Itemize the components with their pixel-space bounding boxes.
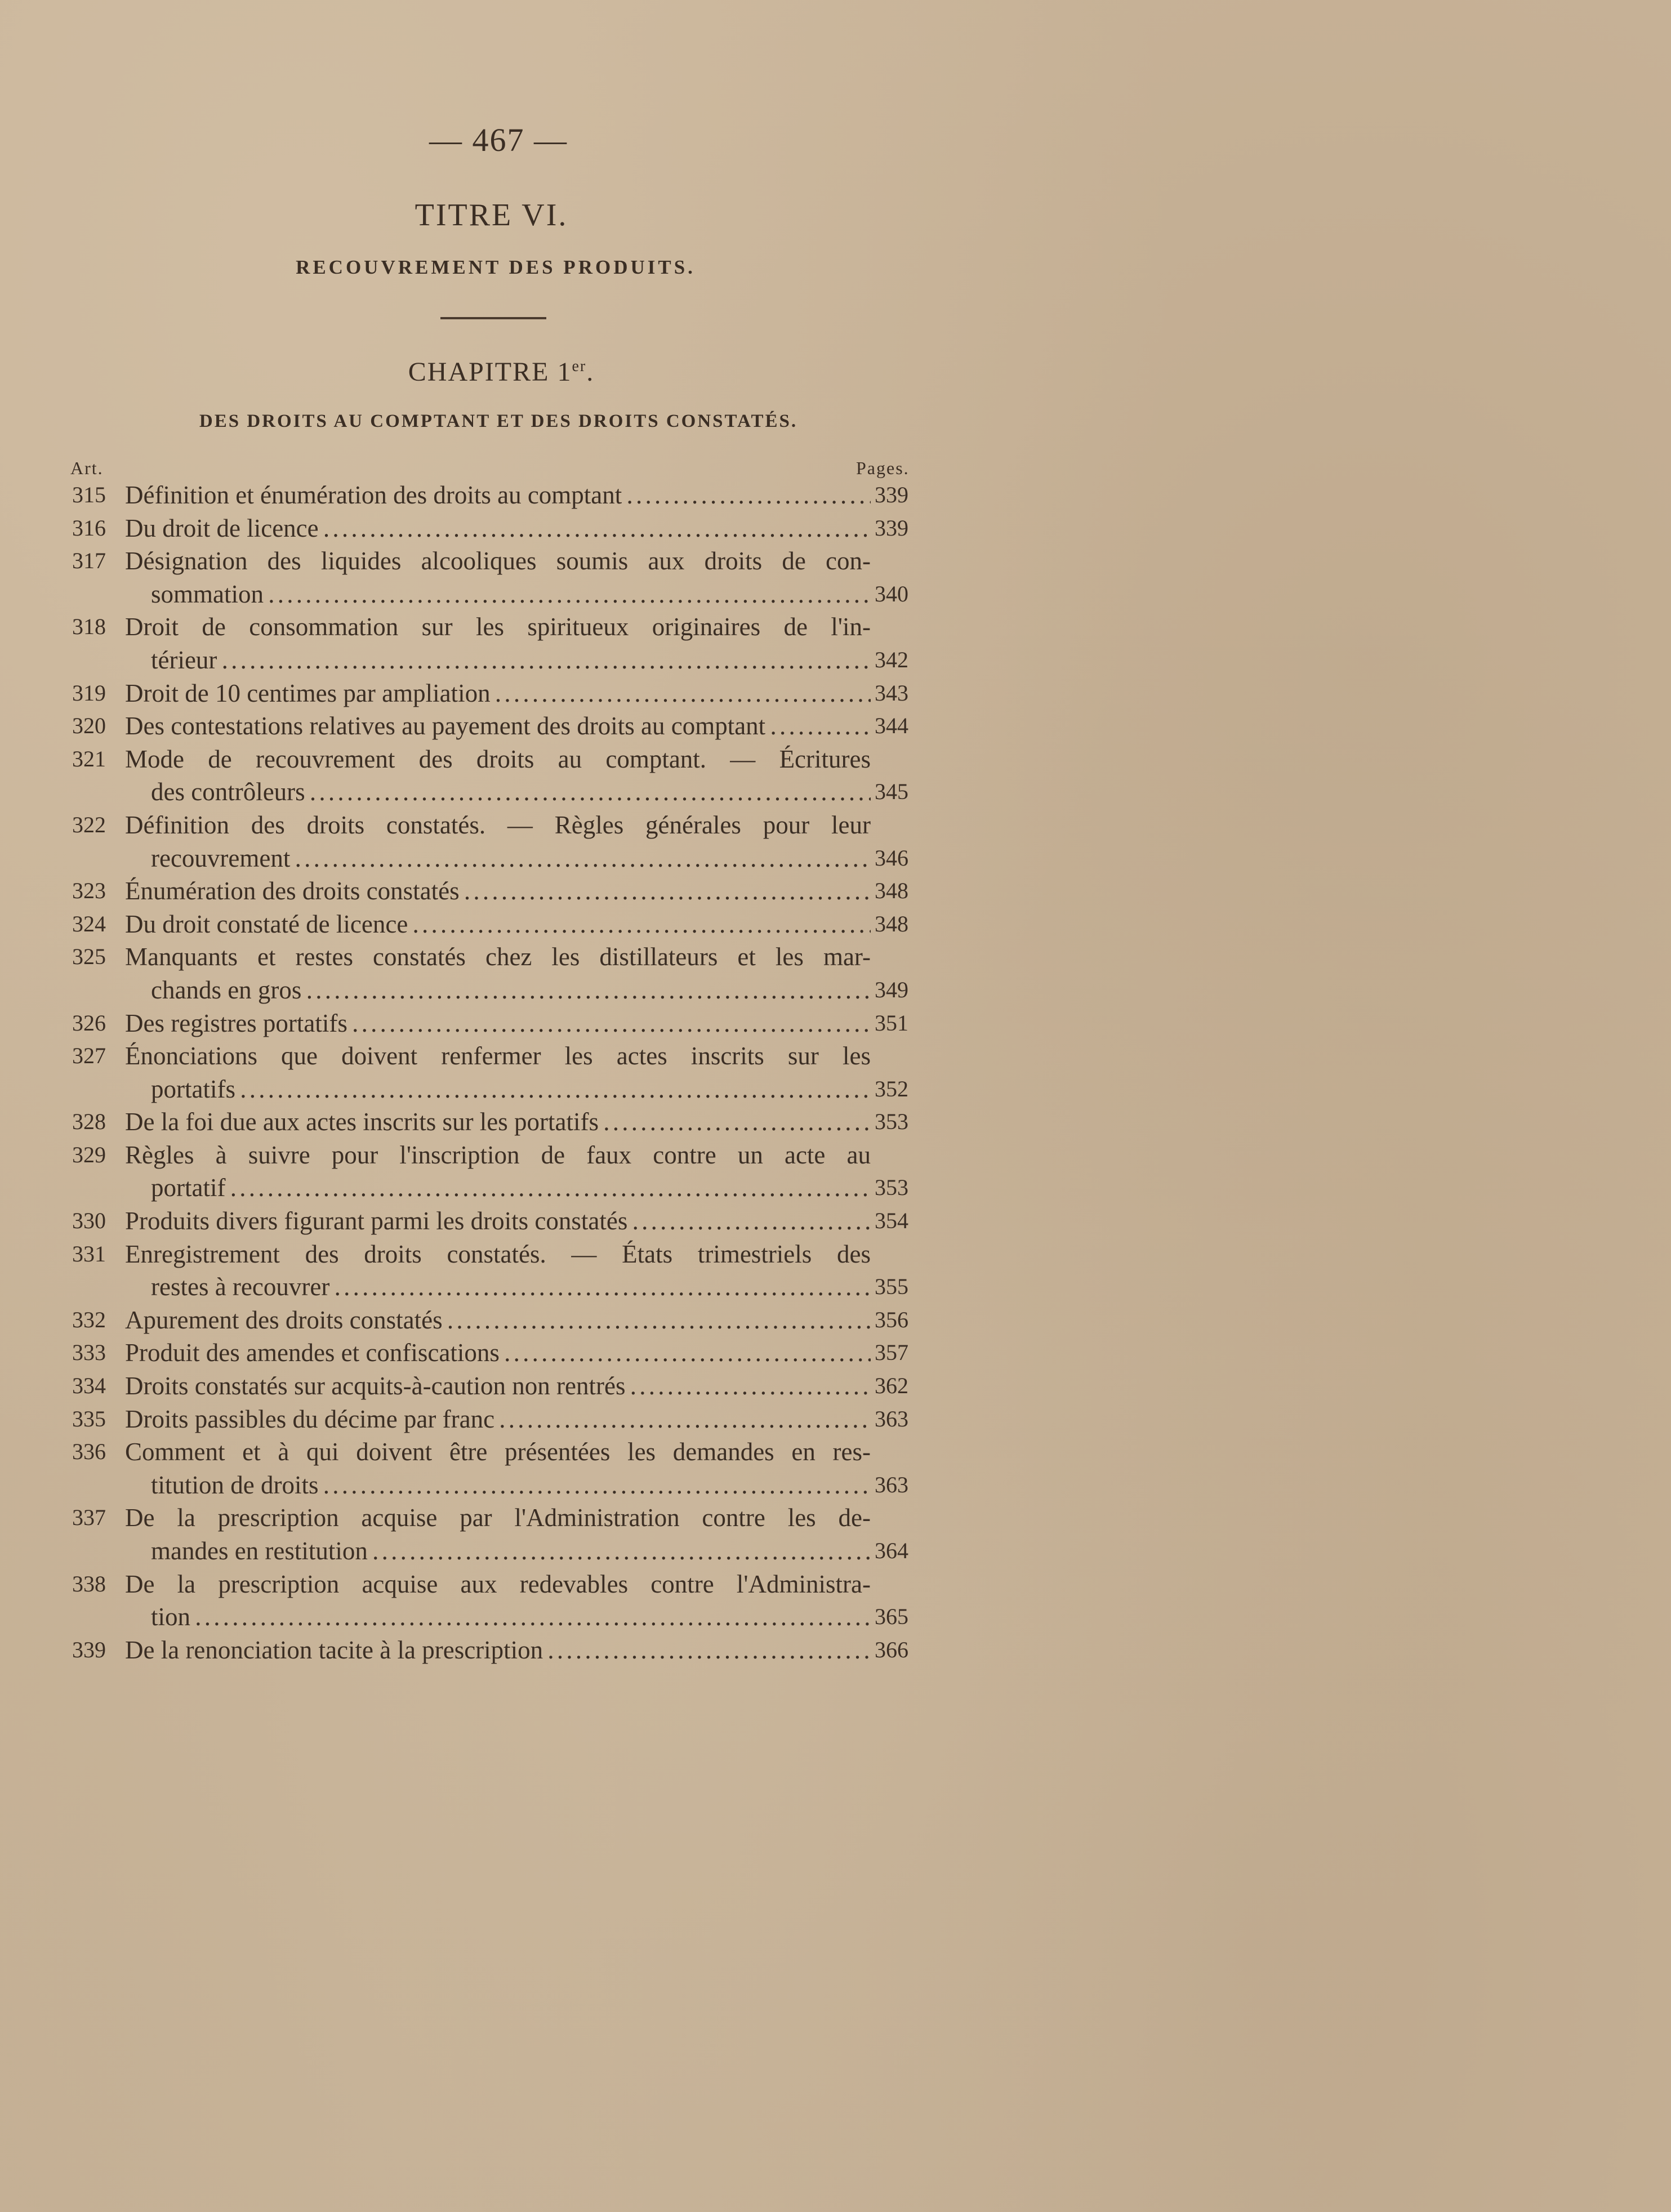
toc-line <box>0 1634 957 1667</box>
article-title: Comment et à qui doivent être présentées les demandes en res- <box>125 1438 871 1466</box>
article-title: De la prescription acquise par l'Administration contre les de- <box>125 1504 871 1532</box>
article-number: 323 <box>72 878 106 904</box>
toc-line <box>0 1336 957 1370</box>
toc-line <box>0 710 957 743</box>
toc-line <box>0 809 957 842</box>
article-title: recouvrement . . . <box>151 842 871 875</box>
article-title: portatifs . . . <box>151 1073 871 1106</box>
column-header-art: Art. <box>70 458 104 478</box>
toc-line <box>0 940 957 974</box>
toc-line <box>0 1469 957 1502</box>
article-number: 326 <box>72 1010 106 1036</box>
chapter-title-text: CHAPITRE 1 <box>408 357 572 387</box>
toc-line <box>0 908 957 941</box>
toc-line <box>0 1435 957 1469</box>
toc-line <box>0 875 957 908</box>
article-number: 322 <box>72 811 106 837</box>
toc-line <box>0 1105 957 1139</box>
article-number: 324 <box>72 911 106 936</box>
article-number: 327 <box>72 1043 106 1069</box>
toc-line <box>0 1270 957 1304</box>
page-reference: 365 <box>875 1604 908 1630</box>
page-reference: 345 <box>875 779 908 805</box>
page-reference: 363 <box>875 1471 908 1497</box>
chapter-title-superscript: er <box>572 358 587 375</box>
article-number: 332 <box>72 1306 106 1332</box>
toc-line <box>0 1171 957 1205</box>
article-title: Enregistrement des droits constatés. — États trimestriels des <box>125 1239 871 1268</box>
article-title: Apurement des droits constatés . . . <box>125 1304 871 1337</box>
article-number: 318 <box>72 614 106 640</box>
article-title: Droit de consommation sur les spiritueux originaires de l'in- <box>125 613 871 641</box>
article-title: Règles à suivre pour l'inscription de faux contre un acte au <box>125 1140 871 1169</box>
toc-line <box>0 1007 957 1040</box>
article-title: Manquants et restes constatés chez les distillateurs et les mar- <box>125 943 871 971</box>
article-title: De la prescription acquise aux redevables contre l'Administra- <box>125 1569 871 1598</box>
article-title: Désignation des liquides alcooliques soumis aux droits de con- <box>125 547 871 576</box>
article-title: portatif . . . <box>151 1171 871 1205</box>
toc-line <box>0 1304 957 1337</box>
page-reference: 352 <box>875 1076 908 1101</box>
toc-line <box>0 1370 957 1403</box>
toc-line <box>0 1139 957 1172</box>
toc-line <box>0 842 957 875</box>
page-reference: 349 <box>875 976 908 1002</box>
article-number: 328 <box>72 1109 106 1135</box>
article-title: térieur . . . <box>151 644 871 677</box>
page-reference: 354 <box>875 1208 908 1234</box>
page-reference: 353 <box>875 1109 908 1135</box>
toc-line <box>0 610 957 644</box>
page-reference: 362 <box>875 1373 908 1399</box>
article-title: Énumération des droits constatés . . . <box>125 875 871 908</box>
article-number: 336 <box>72 1439 106 1465</box>
toc-line <box>0 1568 957 1601</box>
article-number: 320 <box>72 713 106 739</box>
article-title: Des registres portatifs . . . <box>125 1007 871 1040</box>
toc-line <box>0 1073 957 1106</box>
page-reference: 353 <box>875 1175 908 1201</box>
article-title: Produits divers figurant parmi les droits constatés . . . <box>125 1205 871 1238</box>
page-reference: 366 <box>875 1636 908 1662</box>
toc-line <box>0 1205 957 1238</box>
toc-line <box>0 545 957 578</box>
article-title: mandes en restitution . . . <box>151 1535 871 1568</box>
page-number: — 467 — <box>429 122 568 158</box>
toc-line <box>0 1501 957 1535</box>
page-reference: 346 <box>875 845 908 871</box>
toc-line <box>0 743 957 776</box>
article-number: 331 <box>72 1241 106 1266</box>
article-title: titution de droits . . . <box>151 1469 871 1502</box>
article-number: 319 <box>72 680 106 706</box>
article-number: 329 <box>72 1141 106 1167</box>
article-number: 316 <box>72 515 106 541</box>
article-number: 330 <box>72 1208 106 1234</box>
page-reference: 351 <box>875 1010 908 1036</box>
toc-line <box>0 1535 957 1568</box>
article-title: tion . . . <box>151 1600 871 1634</box>
article-title: Droit de 10 centimes par ampliation . . . <box>125 677 871 710</box>
page-reference: 364 <box>875 1538 908 1563</box>
article-number: 337 <box>72 1505 106 1531</box>
chapter-heading: DES DROITS AU COMPTANT ET DES DROITS CONSTATÉS. <box>199 411 798 431</box>
section-heading: RECOUVREMENT DES PRODUITS. <box>296 256 696 278</box>
toc-line <box>0 974 957 1007</box>
page-reference: 339 <box>875 482 908 507</box>
page-reference: 348 <box>875 878 908 904</box>
page-reference: 339 <box>875 515 908 541</box>
toc-line <box>0 479 957 512</box>
article-title: De la foi due aux actes inscrits sur les portatifs . . . <box>125 1105 871 1139</box>
article-number: 338 <box>72 1571 106 1596</box>
article-title: Du droit constaté de licence . . . <box>125 908 871 941</box>
article-number: 334 <box>72 1373 106 1399</box>
toc-line <box>0 1600 957 1634</box>
toc-line <box>0 677 957 710</box>
article-number: 333 <box>72 1340 106 1366</box>
page-reference: 363 <box>875 1406 908 1431</box>
page-reference: 355 <box>875 1274 908 1300</box>
article-number: 335 <box>72 1406 106 1431</box>
article-number: 317 <box>72 548 106 574</box>
article-title: chands en gros . . . <box>151 974 871 1007</box>
toc-line <box>0 1040 957 1073</box>
article-title: Droits passibles du décime par franc . . . <box>125 1403 871 1436</box>
article-title: des contrôleurs . . . <box>151 775 871 809</box>
article-title: Définition et énumération des droits au comptant . . . <box>125 479 871 512</box>
toc-line <box>0 1403 957 1436</box>
toc-line <box>0 578 957 611</box>
article-title: Du droit de licence . . . <box>125 512 871 545</box>
article-title: restes à recouvrer . . . <box>151 1270 871 1304</box>
page-reference: 340 <box>875 581 908 606</box>
article-title: Mode de recouvrement des droits au comptant. — Écritures <box>125 744 871 773</box>
article-title: De la renonciation tacite à la prescription . . . <box>125 1634 871 1667</box>
article-title: Produit des amendes et confiscations . . . <box>125 1336 871 1370</box>
article-title: Énonciations que doivent renfermer les actes inscrits sur les <box>125 1042 871 1071</box>
toc-line <box>0 1238 957 1271</box>
page-reference: 342 <box>875 646 908 672</box>
article-title: sommation . . . <box>151 578 871 611</box>
divider-rule <box>440 317 546 319</box>
toc-line <box>0 644 957 677</box>
article-title: Droits constatés sur acquits-à-caution non rentrés . . . <box>125 1370 871 1403</box>
article-number: 339 <box>72 1636 106 1662</box>
page-reference: 348 <box>875 911 908 936</box>
chapter-title: CHAPITRE 1er. <box>408 357 595 387</box>
toc-line <box>0 775 957 809</box>
table-of-contents <box>0 479 957 1666</box>
article-title: Définition des droits constatés. — Règles générales pour leur <box>125 810 871 839</box>
article-number: 325 <box>72 944 106 970</box>
page-reference: 357 <box>875 1340 908 1366</box>
article-title: Des contestations relatives au payement des droits au comptant . . . <box>125 710 871 743</box>
article-number: 321 <box>72 746 106 771</box>
page-reference: 343 <box>875 680 908 706</box>
title-heading: TITRE VI. <box>415 198 568 233</box>
article-number: 315 <box>72 482 106 507</box>
page-reference: 356 <box>875 1306 908 1332</box>
page-reference: 344 <box>875 713 908 739</box>
column-header-pages: Pages. <box>856 458 910 478</box>
toc-line <box>0 512 957 545</box>
